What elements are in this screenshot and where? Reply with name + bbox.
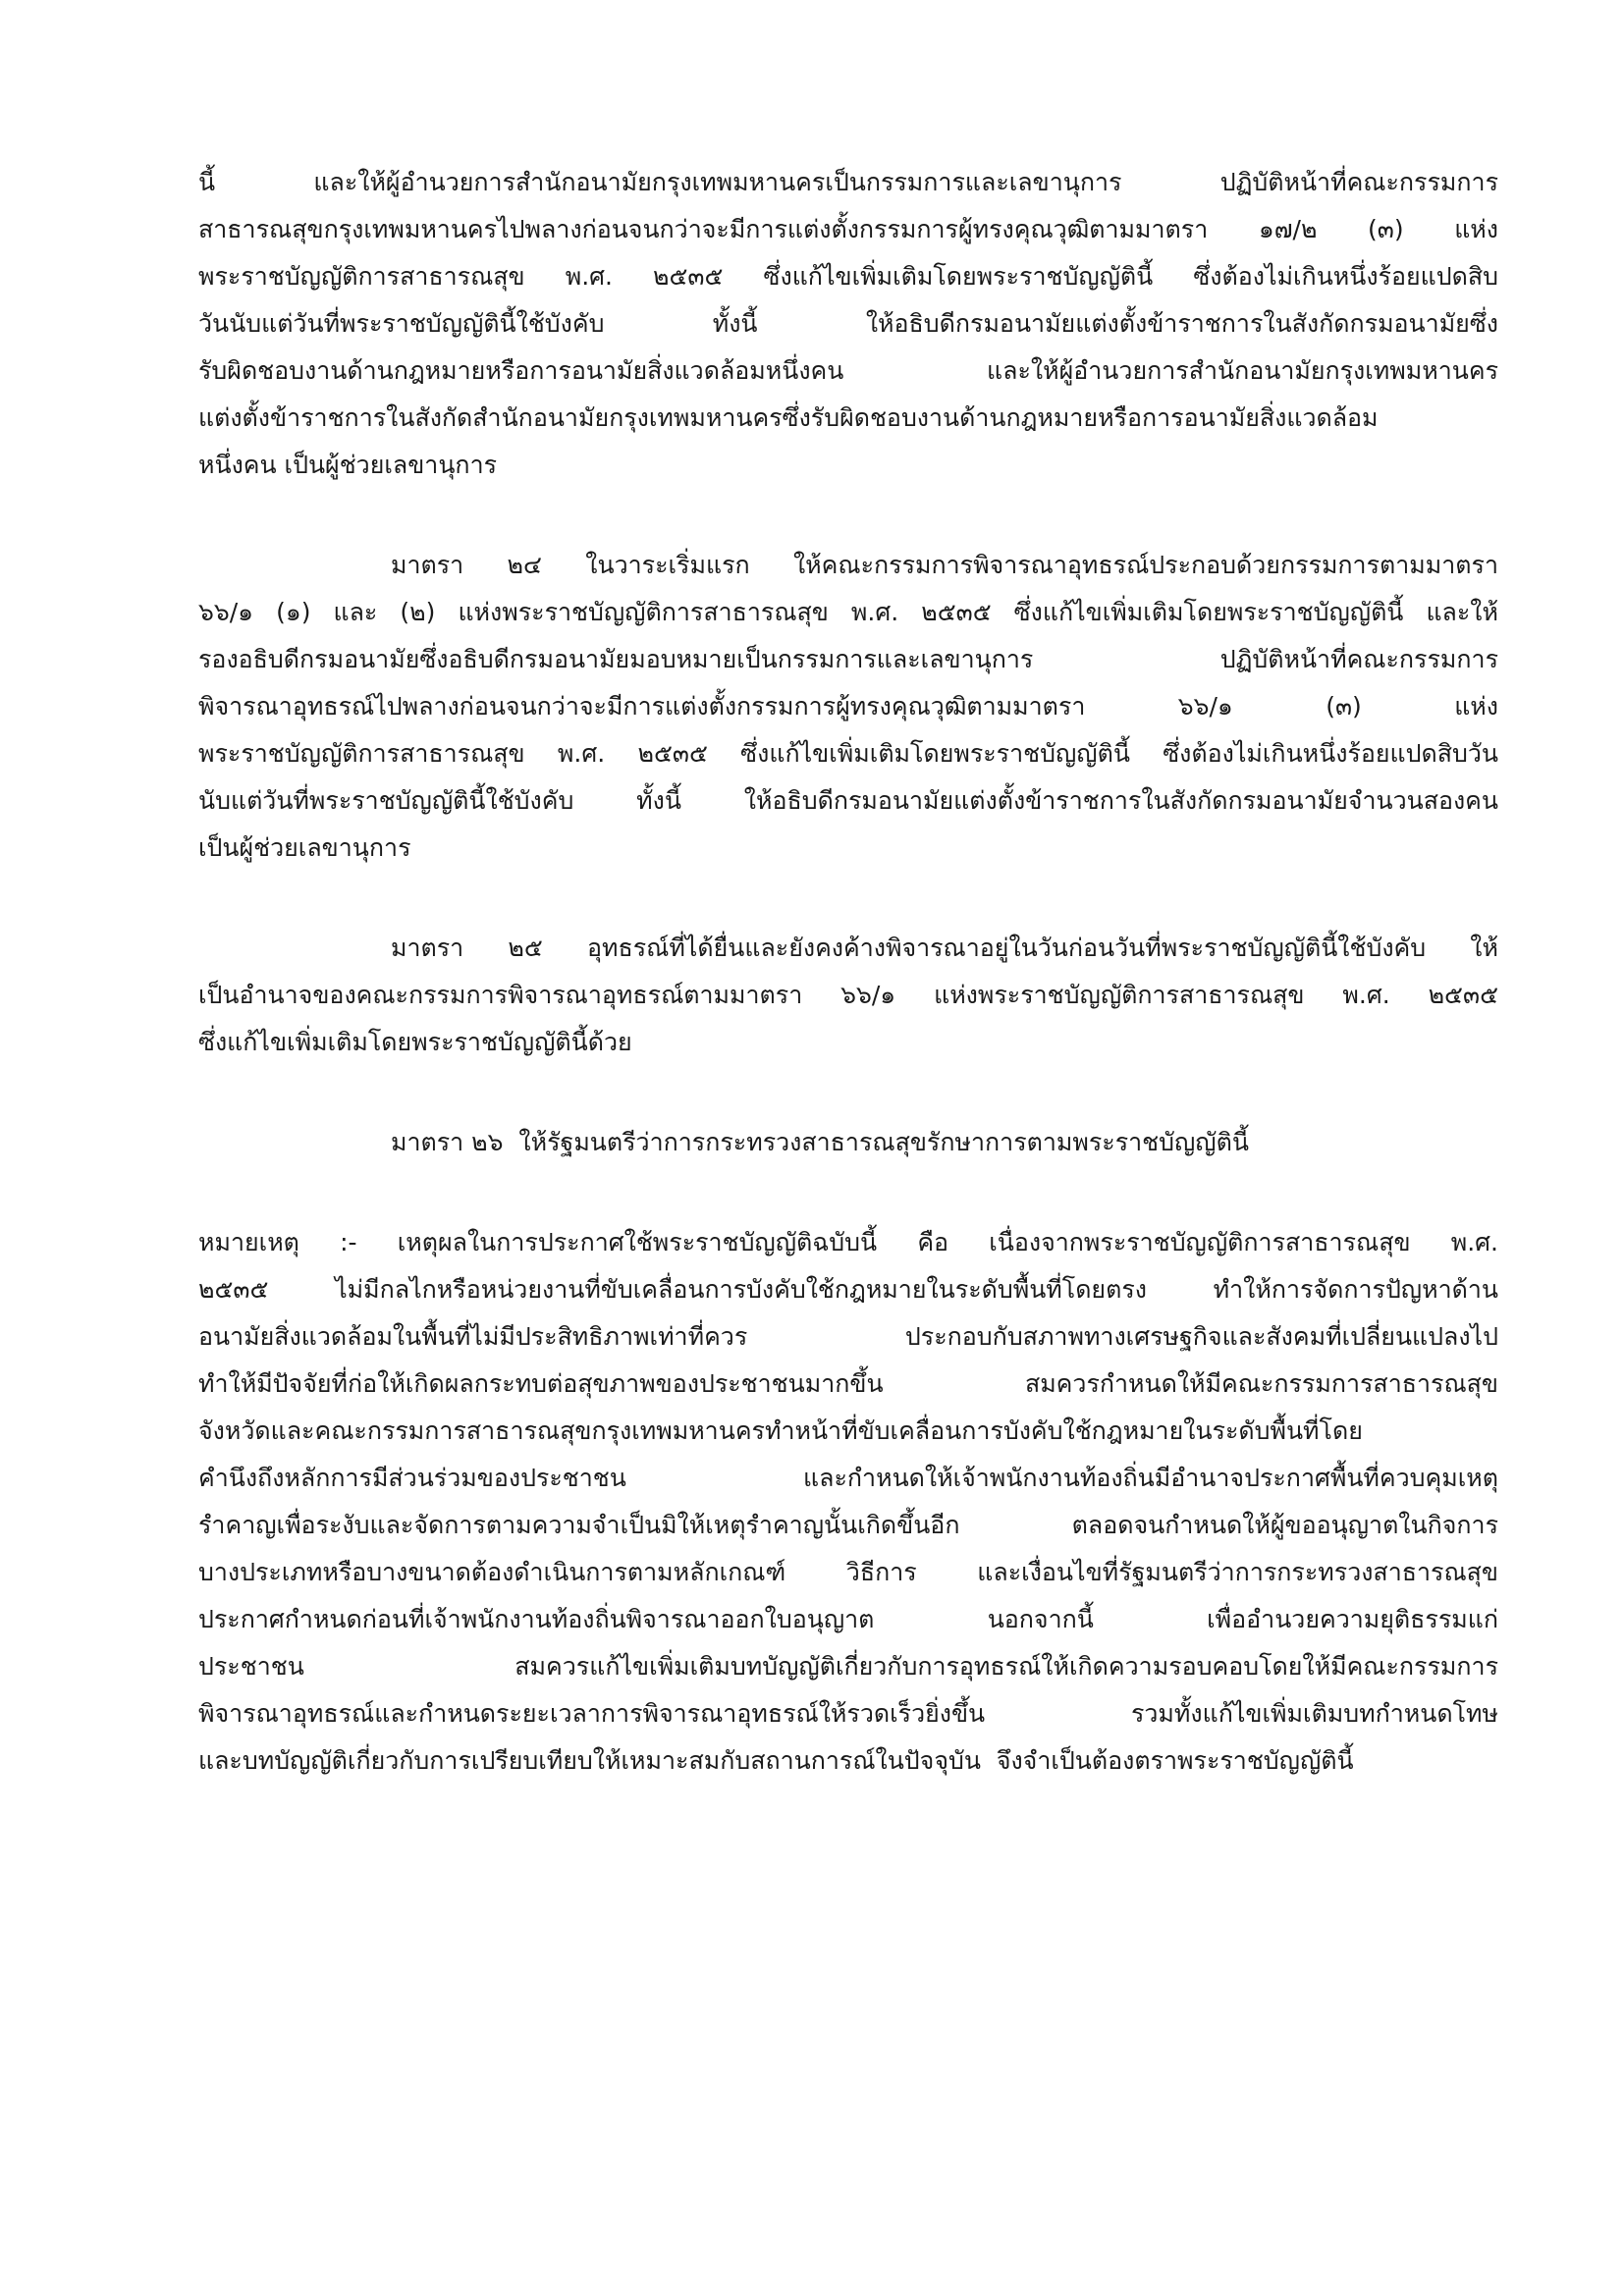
text-line: ๖๖/๑ (๑) และ (๒) แห่งพระราชบัญญัติการสาธารณสุข พ.ศ. ๒๕๓๕ ซึ่งแก้ไขเพิ่มเติมโดยพระราชบัญญัตินี้ และให้: [198, 598, 1498, 626]
text-line: แต่งตั้งข้าราชการในสังกัดสำนักอนามัยกรุงเทพมหานครซึ่งรับผิดชอบงานด้านกฎหมายหรือการอนามัยสิ่งแวดล้อม: [198, 403, 1379, 432]
text-line: นี้ และให้ผู้อำนวยการสำนักอนามัยกรุงเทพมหานครเป็นกรรมการและเลขานุการ ปฏิบัติหน้าที่คณะกรรมการ: [198, 168, 1498, 196]
text-line: รองอธิบดีกรมอนามัยซึ่งอธิบดีกรมอนามัยมอบหมายเป็นกรรมการและเลขานุการ ปฏิบัติหน้าที่คณะกรรมการ: [198, 645, 1498, 673]
text-line: หนึ่งคน เป็นผู้ช่วยเลขานุการ: [198, 451, 498, 479]
text-line: เป็นอำนาจของคณะกรรมการพิจารณาอุทธรณ์ตามมาตรา ๖๖/๑ แห่งพระราชบัญญัติการสาธารณสุข พ.ศ. ๒๕๓๕: [198, 981, 1498, 1009]
section-heading-line: มาตรา ๒๔ ในวาระเริ่มแรก ให้คณะกรรมการพิจารณาอุทธรณ์ประกอบด้วยกรรมการตามมาตรา: [391, 551, 1498, 579]
text-line: บางประเภทหรือบางขนาดต้องดำเนินการตามหลักเกณฑ์ วิธีการ และเงื่อนไขที่รัฐมนตรีว่าการกระทรวงสาธารณสุข: [198, 1558, 1498, 1586]
text-line: นับแต่วันที่พระราชบัญญัตินี้ใช้บังคับ ทั้งนี้ ให้อธิบดีกรมอนามัยแต่งตั้งข้าราชการในสังกัดกรมอนามัยจำนวนสองคน: [198, 786, 1498, 815]
text-line: ประชาชน สมควรแก้ไขเพิ่มเติมบทบัญญัติเกี่ยวกับการอุทธรณ์ให้เกิดความรอบคอบโดยให้มีคณะกรรมการ: [198, 1652, 1498, 1681]
text-line: รับผิดชอบงานด้านกฎหมายหรือการอนามัยสิ่งแวดล้อมหนึ่งคน และให้ผู้อำนวยการสำนักอนามัยกรุงเทพมหานคร: [198, 356, 1498, 385]
text-line: ๒๕๓๕ ไม่มีกลไกหรือหน่วยงานที่ขับเคลื่อนการบังคับใช้กฎหมายในระดับพื้นที่โดยตรง ทำให้การจัดการปัญหาด้าน: [198, 1275, 1498, 1304]
text-line: พระราชบัญญัติการสาธารณสุข พ.ศ. ๒๕๓๕ ซึ่งแก้ไขเพิ่มเติมโดยพระราชบัญญัตินี้ ซึ่งต้องไม่เกินหนึ่งร้อยแปดสิบวัน: [198, 739, 1498, 768]
text-line: สาธารณสุขกรุงเทพมหานครไปพลางก่อนจนกว่าจะมีการแต่งตั้งกรรมการผู้ทรงคุณวุฒิตามมาตรา ๑๗/๒ (๓) แห่ง: [198, 215, 1498, 243]
section-heading-line: มาตรา ๒๕ อุทธรณ์ที่ได้ยื่นและยังคงค้างพิจารณาอยู่ในวันก่อนวันที่พระราชบัญญัตินี้ใช้บังคับ ให้: [391, 934, 1498, 962]
text-line: เป็นผู้ช่วยเลขานุการ: [198, 833, 411, 862]
section-heading-line: มาตรา ๒๖ ให้รัฐมนตรีว่าการกระทรวงสาธารณสุขรักษาการตามพระราชบัญญัตินี้: [391, 1128, 1249, 1156]
text-line: อนามัยสิ่งแวดล้อมในพื้นที่ไม่มีประสิทธิภาพเท่าที่ควร ประกอบกับสภาพทางเศรษฐกิจและสังคมที่เปลี่ยนแปลงไป: [198, 1322, 1498, 1351]
text-line: พระราชบัญญัติการสาธารณสุข พ.ศ. ๒๕๓๕ ซึ่งแก้ไขเพิ่มเติมโดยพระราชบัญญัตินี้ ซึ่งต้องไม่เกินหนึ่งร้อยแปดสิบ: [198, 262, 1498, 291]
text-line: คำนึงถึงหลักการมีส่วนร่วมของประชาชน และกำหนดให้เจ้าพนักงานท้องถิ่นมีอำนาจประกาศพื้นที่ควบคุมเหตุ: [198, 1464, 1498, 1492]
text-line: ซึ่งแก้ไขเพิ่มเติมโดยพระราชบัญญัตินี้ด้วย: [198, 1028, 632, 1056]
text-line: พิจารณาอุทธรณ์และกำหนดระยะเวลาการพิจารณาอุทธรณ์ให้รวดเร็วยิ่งขึ้น รวมทั้งแก้ไขเพิ่มเติมบทกำหนดโทษ: [198, 1699, 1498, 1728]
text-line: จังหวัดและคณะกรรมการสาธารณสุขกรุงเทพมหานครทำหน้าที่ขับเคลื่อนการบังคับใช้กฎหมายในระดับพื้นที่โดย: [198, 1416, 1363, 1445]
text-line: วันนับแต่วันที่พระราชบัญญัตินี้ใช้บังคับ ทั้งนี้ ให้อธิบดีกรมอนามัยแต่งตั้งข้าราชการในสังกัดกรมอนามัยซึ่ง: [198, 309, 1498, 338]
remark-heading-line: หมายเหตุ :- เหตุผลในการประกาศใช้พระราชบัญญัติฉบับนี้ คือ เนื่องจากพระราชบัญญัติการสาธารณสุข พ.ศ.: [198, 1228, 1498, 1256]
text-line: ประกาศกำหนดก่อนที่เจ้าพนักงานท้องถิ่นพิจารณาออกใบอนุญาต นอกจากนี้ เพื่ออำนวยความยุติธรรมแก่: [198, 1605, 1498, 1633]
text-line: พิจารณาอุทธรณ์ไปพลางก่อนจนกว่าจะมีการแต่งตั้งกรรมการผู้ทรงคุณวุฒิตามมาตรา ๖๖/๑ (๓) แห่ง: [198, 692, 1498, 721]
text-line: และบทบัญญัติเกี่ยวกับการเปรียบเทียบให้เหมาะสมกับสถานการณ์ในปัจจุบัน จึงจำเป็นต้องตราพระราชบัญญัตินี้: [198, 1746, 1354, 1775]
text-line: ทำให้มีปัจจัยที่ก่อให้เกิดผลกระทบต่อสุขภาพของประชาชนมากขึ้น สมควรกำหนดให้มีคณะกรรมการสาธารณสุข: [198, 1369, 1498, 1398]
text-line: รำคาญเพื่อระงับและจัดการตามความจำเป็นมิให้เหตุรำคาญนั้นเกิดขึ้นอีก ตลอดจนกำหนดให้ผู้ขออนุญาตในกิจการ: [198, 1511, 1498, 1539]
